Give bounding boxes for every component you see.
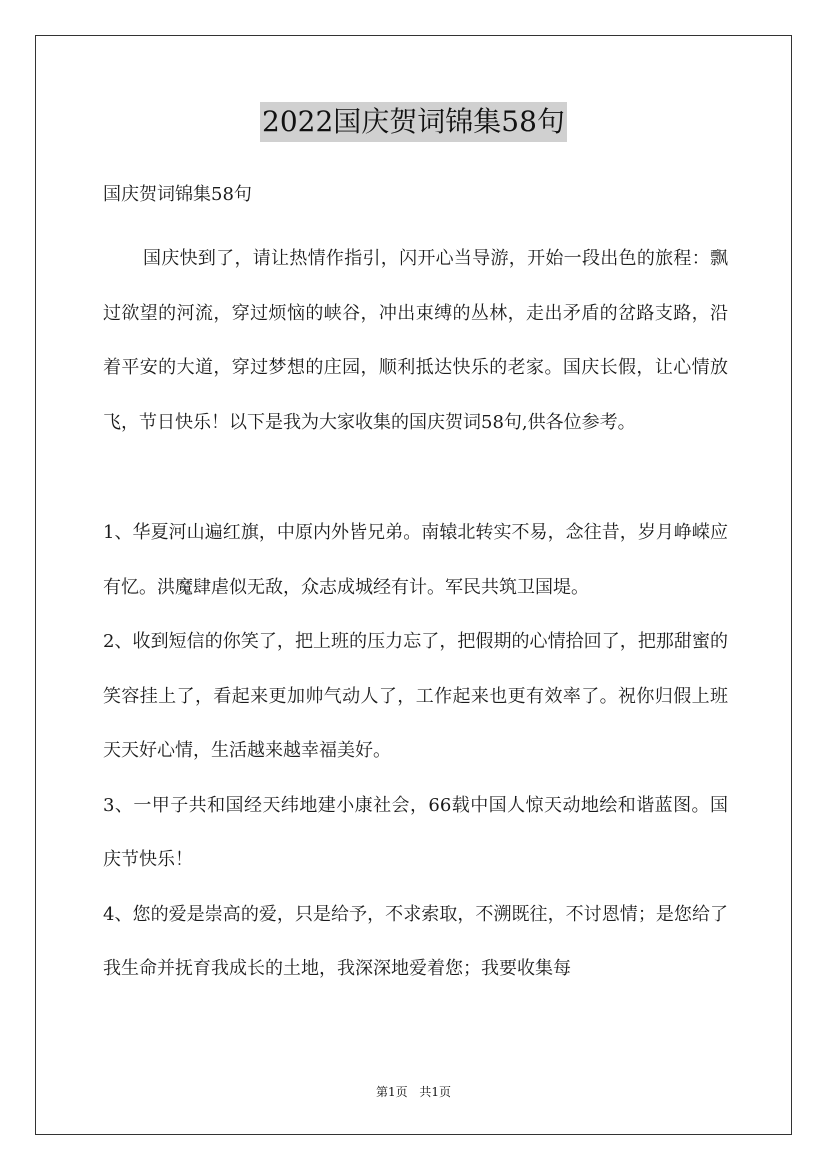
- title-wrap: [0, 102, 827, 142]
- greeting-item-3: 3、一甲子共和国经天纬地建小康社会，66载中国人惊天动地绘和谐蓝图。国庆节快乐！: [103, 794, 728, 870]
- page-total: 共1页: [419, 1085, 452, 1099]
- greeting-item-4: 4、您的爱是崇高的爱，只是给予，不求索取，不溯既往，不讨恩情；是您给了我生命并抚育我成长的土地，我深深地爱着您；我要收集每: [103, 903, 728, 979]
- intro-paragraph: 国庆快到了，请让热情作指引，闪开心当导游，开始一段出色的旅程：飘过欲望的河流，穿过烦恼的峡谷，冲出束缚的丛林，走出矛盾的岔路支路，沿着平安的大道，穿过梦想的庄园，顺利抵达快乐的老家。国庆长假，让心情放飞，节日快乐！以下是我为大家收集的国庆贺词58句,供各位参考。: [103, 248, 728, 433]
- greeting-item-2: 2、收到短信的你笑了，把上班的压力忘了，把假期的心情拾回了，把那甜蜜的笑容挂上了，看起来更加帅气动人了，工作起来也更有效率了。祝你归假上班天天好心情，生活越来越幸福美好。: [103, 631, 728, 761]
- page-footer: [0, 1083, 827, 1100]
- paragraph-spacer: [103, 450, 728, 506]
- greeting-item-1: 1、华夏河山遍红旗，中原内外皆兄弟。南辕北转实不易，念往昔，岁月峥嵘应有忆。洪魔肆虐似无敌，众志成城经有计。军民共筑卫国堤。: [103, 522, 728, 598]
- document-subtitle: 国庆贺词锦集58句: [103, 184, 252, 205]
- page-number: 第1页: [375, 1085, 408, 1099]
- document-body: [103, 232, 728, 997]
- document-title: 2022国庆贺词锦集58句: [260, 102, 567, 142]
